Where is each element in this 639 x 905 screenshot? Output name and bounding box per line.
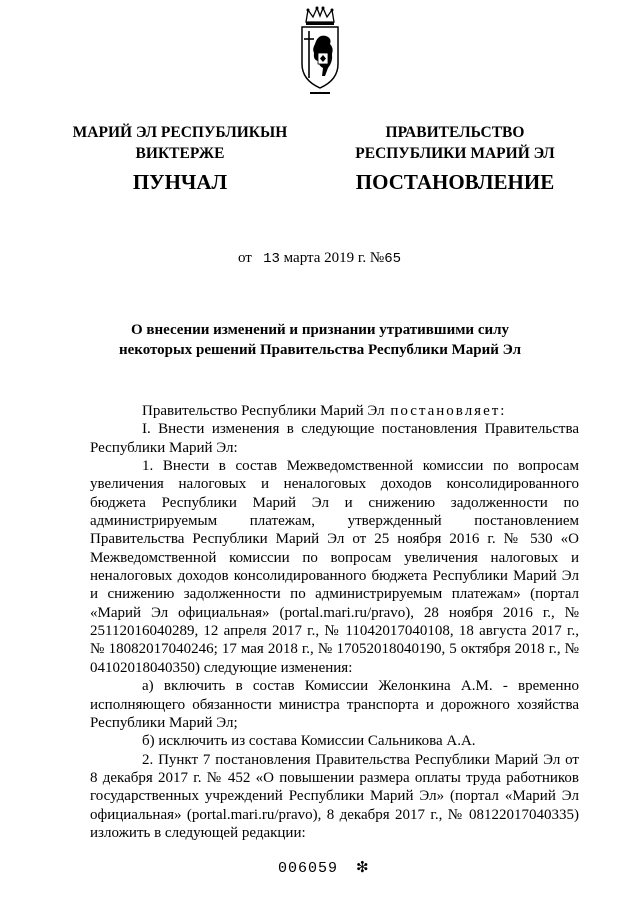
header-right-line1: ПРАВИТЕЛЬСТВО: [385, 124, 525, 141]
subject-line1: О внесении изменений и признании утратившими силу: [130, 322, 510, 338]
document-number: 65: [384, 251, 401, 267]
date-line: [0, 250, 639, 267]
header-left-line2: ВИКТЕРЖЕ: [135, 145, 225, 162]
body-paragraph-3: а) включить в состав Комиссии Желонкина А.М. - временно исполняющего обязанности министра транспорта и дорожного хозяйства Республики Марий Эл;: [90, 678, 579, 731]
intro-text: Правительство Республики Марий Эл: [142, 403, 385, 419]
body-paragraph-4: б) исключить из состава Комиссии Сальникова А.А.: [142, 733, 476, 750]
body-paragraph-5: 2. Пункт 7 постановления Правительства Республики Марий Эл от 8 декабря 2017 г. № 452 «О повышении размера оплаты труда работников государственных учреждений Республики Марий Эл» (портал «Марий Эл официальная» (portal.mari.ru/pravo), 8 декабря 2017 г., № 08122017040335) изложить в следующей редакции:: [90, 751, 579, 841]
document-body: [90, 402, 579, 842]
header-left-org: [70, 122, 290, 164]
date-month-year: марта 2019 г. №: [283, 250, 385, 266]
serial-number: 006059: [278, 860, 339, 877]
header-left-line1: МАРИЙ ЭЛ РЕСПУБЛИКЫН: [72, 124, 288, 141]
document-type-right: ПОСТАНОВЛЕНИЕ: [355, 170, 555, 194]
header-right-org: [340, 122, 570, 164]
body-intro: [90, 402, 579, 420]
document-subject: [90, 320, 550, 360]
ornament-icon: ❇: [356, 858, 370, 876]
date-prefix: от: [237, 250, 252, 266]
coat-of-arms-icon: [296, 6, 344, 106]
header-right-line2: РЕСПУБЛИКИ МАРИЙ ЭЛ: [355, 145, 555, 162]
document-type-left: ПУНЧАЛ: [132, 170, 228, 194]
form-serial-number: [278, 858, 370, 877]
body-paragraph-2: 1. Внести в состав Межведомственной комиссии по вопросам увеличения налоговых и неналоговых доходов консолидированного бюджета Республики Марий Эл и снижению задолженности по администрируемым платежам, утвержденный постановлением Правительства Республики Марий Эл от 25 ноября 2016 г. № 530 «О Межведомственной комиссии по вопросам увеличения налоговых и неналоговых доходов консолидированного бюджета Республики Марий Эл и снижению задолженности по администрируемым платежам» (портал «Марий Эл официальная» (portal.mari.ru/pravo), 28 ноября 2016 г., № 25112016040289, 12 апреля 2017 г., № 11042017040108, 18 августа 2017 г., № 18082017040246; 17 мая 2018 г., № 17052018040190, 5 октября 2018 г., № 04102018040350) следующие изменения:: [90, 458, 579, 676]
intro-verb: постановляет:: [384, 403, 507, 419]
date-day: 13: [263, 251, 280, 267]
subject-line2: некоторых решений Правительства Республики Марий Эл: [118, 342, 522, 358]
body-paragraph-1: I. Внести изменения в следующие постановления Правительства Республики Марий Эл:: [90, 421, 579, 456]
